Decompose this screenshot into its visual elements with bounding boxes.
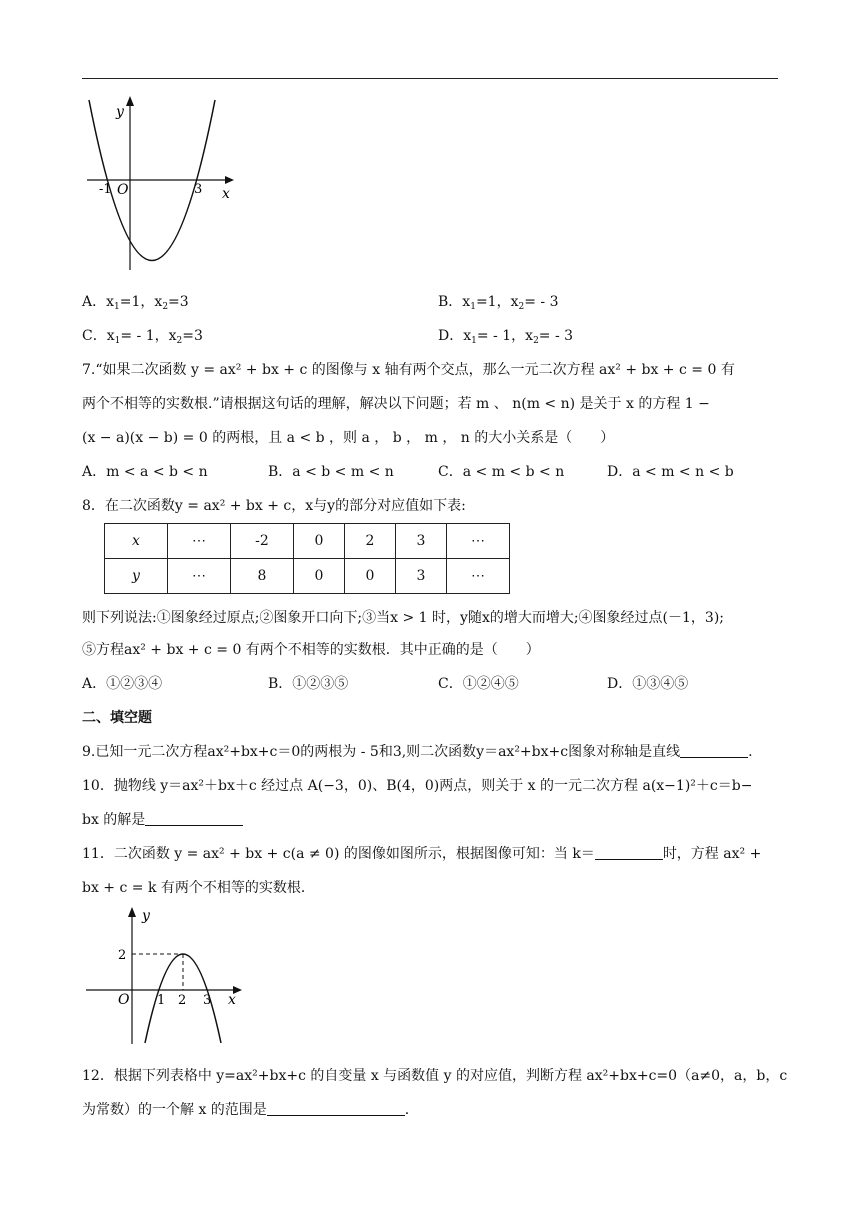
y-axis-label: y	[142, 908, 150, 924]
q11-parabola-figure	[82, 898, 252, 1048]
q7-option-c: C．a < m < b < n	[438, 464, 565, 480]
q9-line: 9.已知一元二次方程ax²+bx+c＝0的两根为 - 5和3,则二次函数y＝ax²+bx+c图象对称轴是直线 .	[82, 744, 753, 760]
table-cell: 0	[294, 524, 345, 559]
table-cell: -2	[231, 524, 294, 559]
q6-parabola-figure	[82, 90, 247, 275]
table-cell: x	[105, 524, 168, 559]
tick-3: 3	[194, 182, 203, 197]
x-axis-label: x	[222, 186, 230, 202]
q6-option-a: A．$x_1=1$，$x_2=3$	[82, 294, 189, 312]
origin-label: O	[118, 992, 130, 1008]
y-axis-arrow	[128, 907, 136, 917]
q7-line3: (x − a)(x − b) = 0 的两根，且 a < b ，则 a ， b ， m ， n 的大小关系是（ ）	[82, 430, 615, 446]
table-cell: 0	[345, 559, 396, 594]
x-axis-label: x	[228, 992, 236, 1008]
q8-option-c: C．①②④⑤	[438, 676, 519, 692]
x-axis-arrow	[225, 176, 234, 184]
q10-line1: 10．抛物线 y＝ax²＋bx＋c 经过点 A(−3，0)、B(4，0)两点，则关于 x 的一元二次方程 a(x−1)²＋c＝b−	[82, 778, 753, 794]
q8-option-b: B．①②③⑤	[268, 676, 349, 692]
table-cell: 3	[396, 524, 447, 559]
tick-neg1: -1	[99, 182, 112, 197]
section-heading: 二、填空题	[82, 710, 152, 726]
q8-stem: 8．在二次函数y = ax² + bx + c，x与y的部分对应值如下表:	[82, 498, 466, 514]
q7-line1: 7.“如果二次函数 y = ax² + bx + c 的图像与 x 轴有两个交点，那么一元二次方程 ax² + bx + c = 0 有	[82, 362, 735, 378]
table-cell: 2	[345, 524, 396, 559]
table-cell: 8	[231, 559, 294, 594]
q10-line2: bx 的解是	[82, 811, 243, 829]
table-row-y	[105, 559, 510, 594]
table-cell: y	[105, 559, 168, 594]
q12-line1: 12．根据下列表格中 y=ax²+bx+c 的自变量 x 与函数值 y 的对应值，判断方程 ax²+bx+c=0（a≠0，a，b，c	[82, 1068, 788, 1084]
table-cell: ⋯	[168, 559, 231, 594]
table-cell: 3	[396, 559, 447, 594]
q8-option-a: A．①②③④	[82, 676, 163, 692]
table-cell: ⋯	[447, 524, 510, 559]
q7-option-b: B．a < b < m < n	[268, 464, 394, 480]
q9-answer-blank[interactable]	[680, 743, 748, 758]
header-rule	[82, 78, 778, 79]
tick-x-3: 3	[203, 993, 212, 1008]
table-cell: ⋯	[168, 524, 231, 559]
tick-x-2: 2	[178, 993, 187, 1008]
q6-option-b: B．$x_1=1$，$x_2= - 3$	[438, 294, 559, 312]
q11-line2: bx + c = k 有两个不相等的实数根．	[82, 880, 315, 896]
table-cell: 0	[294, 559, 345, 594]
tick-x-1: 1	[157, 993, 166, 1008]
y-axis-label: y	[116, 104, 124, 120]
q12-answer-blank[interactable]	[267, 1101, 405, 1116]
q8-line3: ⑤方程ax² + bx + c = 0 有两个不相等的实数根．其中正确的是（ ）	[82, 642, 540, 658]
q12-line2: 为常数）的一个解 x 的范围是 .	[82, 1102, 410, 1118]
q7-option-d: D．a < m < n < b	[607, 464, 734, 480]
tick-y-2: 2	[118, 948, 127, 963]
q6-option-d: D．$x_1= - 1$，$x_2= - 3$	[438, 328, 574, 346]
q8-line2: 则下列说法:①图象经过原点;②图象开口向下;③当x > 1 时，y随x的增大而增大;④图象经过点(－1，3);	[82, 610, 725, 626]
table-row-x	[105, 524, 510, 559]
q7-option-a: A．m < a < b < n	[82, 464, 208, 480]
q8-option-d: D．①③④⑤	[607, 676, 689, 692]
q11-line1: 11．二次函数 y = ax² + bx + c(a ≠ 0) 的图像如图所示，根据图像可知：当 k＝ 时，方程 ax² +	[82, 846, 762, 862]
q6-option-c: C．$x_1= - 1$，$x_2=3$	[82, 328, 203, 346]
table-cell: ⋯	[447, 559, 510, 594]
q11-answer-blank[interactable]	[595, 845, 663, 860]
origin-label: O	[117, 182, 129, 198]
q10-answer-blank[interactable]	[145, 811, 243, 826]
y-axis-arrow	[126, 96, 134, 106]
q7-line2: 两个不相等的实数根.”请根据这句话的理解，解决以下问题；若 m 、 n(m < n) 是关于 x 的方程 1 −	[82, 396, 710, 412]
q8-value-table	[104, 523, 510, 594]
